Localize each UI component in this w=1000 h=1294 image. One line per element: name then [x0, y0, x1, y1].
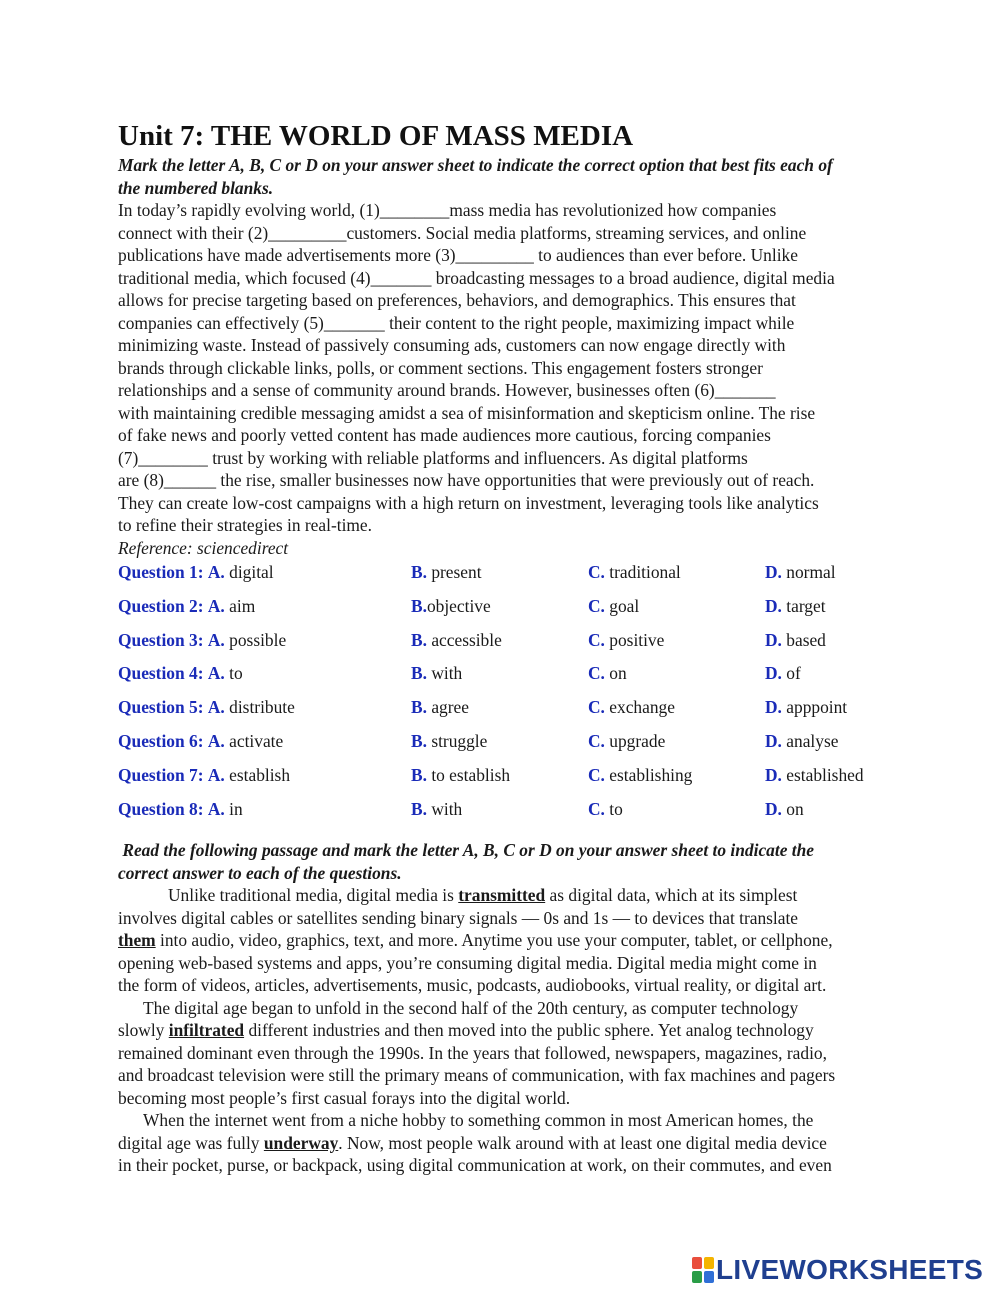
paragraph-line [118, 1019, 930, 1042]
passage-line: brands through clickable links, polls, or comment sections. This engagement fosters stronger [118, 357, 763, 378]
paragraph-line: becoming most people’s first casual forays into the digital world. [118, 1087, 571, 1108]
option-text: on [609, 663, 627, 684]
text: as digital data, which at its simplest [545, 885, 798, 906]
option-text: struggle [431, 730, 488, 751]
text: digital age was fully [118, 1132, 264, 1153]
paragraph-line [118, 929, 930, 952]
reference-note: Reference: sciencedirect [118, 537, 289, 558]
option-d[interactable] [765, 595, 826, 617]
passage-line: connect with their (2)_________customers. Social media platforms, streaming services, and online [118, 222, 807, 243]
option-text: to [609, 798, 623, 819]
section1-instruction [118, 154, 930, 199]
letter-c: C. [588, 562, 605, 582]
option-b[interactable] [411, 798, 462, 820]
option-b[interactable] [411, 730, 487, 752]
reading-paragraph-3 [118, 1109, 930, 1177]
option-c[interactable] [588, 696, 675, 718]
option-a[interactable] [118, 662, 243, 684]
option-d[interactable] [765, 696, 847, 718]
question-row [118, 561, 930, 595]
paragraph-line: involves digital cables or satellites sending binary signals — 0s and 1s — to devices that translate [118, 907, 799, 928]
option-d[interactable] [765, 798, 804, 820]
option-text: target [786, 595, 826, 616]
option-text: on [786, 798, 804, 819]
letter-a: A. [207, 663, 225, 684]
option-text: with [431, 798, 463, 819]
paragraph-line [118, 884, 930, 907]
question-row [118, 696, 930, 730]
option-text: of [786, 663, 801, 684]
passage-line: of fake news and poorly vetted content has made audiences more cautious, forcing companies [118, 425, 771, 445]
option-text: to [229, 663, 243, 684]
letter-a: A. [207, 798, 225, 819]
letter-b: B. [411, 595, 427, 616]
option-text: activate [229, 730, 284, 751]
letter-c: C. [588, 697, 605, 718]
option-c[interactable] [588, 798, 623, 820]
passage-line: companies can effectively (5)_______ their content to the right people, maximizing impact while [118, 312, 795, 333]
option-text: traditional [609, 562, 681, 582]
letter-b: B. [411, 764, 427, 785]
option-text: present [431, 562, 482, 582]
letter-c: C. [588, 798, 605, 819]
passage-line: are (8)______ the rise, smaller businesses now have opportunities that were previously out of reach. [118, 470, 815, 490]
letter-a: A. [207, 730, 225, 751]
question-label: Question 3: [118, 629, 204, 650]
option-a[interactable] [118, 764, 290, 786]
passage-line: publications have made advertisements more (3)_________ to audiences than ever before. Unlike [118, 245, 798, 265]
option-text: goal [609, 595, 640, 616]
instruction-line: Read the following passage and mark the letter A, B, C or D on your answer sheet to indicate the [118, 840, 814, 861]
cloze-passage [118, 199, 930, 537]
section2-instruction [118, 839, 930, 884]
text: slowly [118, 1020, 169, 1041]
paragraph-line: the form of videos, articles, advertisements, music, podcasts, audiobooks, virtual reality, or digital art. [118, 975, 827, 996]
letter-b: B. [411, 697, 427, 718]
option-text: with [431, 663, 463, 684]
passage-line: (7)________ trust by working with reliable platforms and influencers. As digital platforms [118, 447, 748, 468]
question-list [118, 561, 930, 831]
option-c[interactable] [588, 662, 627, 684]
option-text: apppoint [786, 697, 848, 718]
option-b[interactable] [411, 595, 491, 617]
letter-b: B. [411, 562, 427, 582]
option-text: objective [426, 595, 491, 616]
option-text: digital [229, 562, 274, 582]
liveworksheets-logo [692, 1253, 983, 1287]
option-b[interactable] [411, 764, 510, 786]
option-text: upgrade [609, 730, 666, 751]
option-b[interactable] [411, 696, 469, 718]
letter-d: D. [765, 764, 782, 785]
question-row [118, 764, 930, 798]
question-row [118, 595, 930, 629]
option-c[interactable] [588, 595, 639, 617]
option-d[interactable] [765, 764, 864, 786]
option-c[interactable] [588, 730, 665, 752]
letter-b: B. [411, 730, 427, 751]
option-b[interactable] [411, 561, 482, 583]
passage-line: with maintaining credible messaging amidst a sea of misinformation and skepticism online. The rise [118, 402, 816, 423]
question-label: Question 6: [118, 730, 204, 751]
page-title: Unit 7: THE WORLD OF MASS MEDIA [118, 120, 634, 152]
option-text: to establish [431, 764, 511, 785]
question-label: Question 7: [118, 764, 204, 785]
question-row [118, 629, 930, 663]
question-label: Question 8: [118, 798, 204, 819]
letter-d: D. [765, 629, 782, 650]
underlined-word: underway [263, 1132, 339, 1153]
text: . Now, most people walk around with at least one digital media device [338, 1132, 827, 1153]
underlined-word: infiltrated [168, 1020, 245, 1041]
option-c[interactable] [588, 764, 692, 786]
option-d[interactable] [765, 730, 838, 752]
letter-a: A. [207, 562, 225, 582]
letter-c: C. [588, 764, 605, 785]
option-c[interactable] [588, 561, 681, 583]
text: into audio, video, graphics, text, and more. Anytime you use your computer, tablet, or cellphone, [155, 930, 833, 951]
worksheet-page [118, 118, 930, 1177]
liveworksheets-logo-icon [692, 1257, 714, 1283]
underlined-word: transmitted [458, 885, 546, 906]
underlined-word: them [118, 930, 156, 951]
option-c[interactable] [588, 629, 664, 651]
option-text: in [229, 798, 243, 819]
option-text: based [786, 629, 826, 650]
passage-line: minimizing waste. Instead of passively consuming ads, customers can now engage directly with [118, 335, 786, 355]
reading-paragraph-2 [118, 997, 930, 1110]
reading-paragraph-1 [118, 884, 930, 997]
option-text: normal [786, 562, 836, 582]
question-label: Question 2: [118, 595, 204, 616]
option-a[interactable] [118, 595, 255, 617]
logo-text: LIVEWORKSHEETS [716, 1254, 984, 1285]
text: different industries and then moved into the public sphere. Yet analog technology [244, 1020, 814, 1041]
letter-d: D. [765, 730, 782, 751]
option-a[interactable] [118, 696, 295, 718]
letter-d: D. [765, 595, 782, 616]
passage-line: allows for precise targeting based on preferences, behaviors, and demographics. This ensures that [118, 290, 796, 310]
passage-line: to refine their strategies in real-time. [118, 515, 372, 535]
paragraph-line: opening web-based systems and apps, you’re consuming digital media. Digital media might come in [118, 952, 817, 973]
letter-c: C. [588, 629, 605, 650]
letter-c: C. [588, 663, 605, 684]
question-row [118, 798, 930, 832]
question-label: Question 1: [118, 562, 204, 582]
option-a[interactable] [118, 629, 286, 651]
option-b[interactable] [411, 662, 462, 684]
option-text: establish [229, 764, 291, 785]
option-text: distribute [229, 697, 295, 718]
option-a[interactable] [118, 798, 243, 820]
question-label: Question 4: [118, 663, 204, 684]
letter-d: D. [765, 798, 782, 819]
option-text: analyse [786, 730, 839, 751]
instruction-line: correct answer to each of the questions. [118, 862, 402, 883]
instruction-line: the numbered blanks. [118, 177, 274, 198]
question-label: Question 5: [118, 697, 204, 718]
paragraph-line: When the internet went from a niche hobby to something common in most American homes, the [143, 1110, 814, 1131]
passage-line: They can create low-cost campaigns with a high return on investment, leveraging tools like analytics [118, 492, 819, 513]
paragraph-line: in their pocket, purse, or backpack, using digital communication at work, on their commutes, and even [118, 1155, 832, 1176]
instruction-line: Mark the letter A, B, C or D on your answer sheet to indicate the correct option that best fits each of [118, 155, 833, 175]
letter-d: D. [765, 697, 782, 718]
letter-a: A. [207, 697, 225, 718]
paragraph-line: and broadcast television were still the primary means of communication, with fax machines and pagers [118, 1065, 836, 1086]
question-row [118, 730, 930, 764]
letter-c: C. [588, 595, 605, 616]
paragraph-line: remained dominant even through the 1990s. In the years that followed, newspapers, magazines, radio, [118, 1042, 827, 1063]
option-d[interactable] [765, 662, 801, 684]
letter-b: B. [411, 663, 427, 684]
option-text: aim [229, 595, 256, 616]
letter-d: D. [765, 663, 782, 684]
option-text: possible [229, 629, 287, 650]
option-text: accessible [431, 629, 502, 650]
passage-line: relationships and a sense of community around brands. However, businesses often (6)_______ [118, 380, 776, 400]
letter-b: B. [411, 629, 427, 650]
option-a[interactable] [118, 730, 283, 752]
question-row [118, 662, 930, 696]
option-text: establishing [609, 764, 693, 785]
option-b[interactable] [411, 629, 502, 651]
passage-line: In today’s rapidly evolving world, (1)________mass media has revolutionized how companies [118, 200, 777, 220]
option-text: established [786, 764, 864, 785]
letter-a: A. [207, 595, 225, 616]
passage-line: traditional media, which focused (4)_______ broadcasting messages to a broad audience, digital media [118, 267, 835, 288]
option-a[interactable] [118, 561, 274, 583]
letter-c: C. [588, 730, 605, 751]
text: Unlike traditional media, digital media is [168, 885, 459, 906]
option-d[interactable] [765, 629, 826, 651]
letter-b: B. [411, 798, 427, 819]
letter-a: A. [207, 764, 225, 785]
option-d[interactable] [765, 561, 836, 583]
option-text: positive [609, 629, 665, 650]
letter-a: A. [207, 629, 225, 650]
letter-d: D. [765, 562, 782, 582]
option-text: agree [431, 697, 469, 718]
option-text: exchange [609, 697, 675, 718]
paragraph-line [118, 1132, 930, 1155]
paragraph-line: The digital age began to unfold in the second half of the 20th century, as computer technology [143, 997, 799, 1018]
